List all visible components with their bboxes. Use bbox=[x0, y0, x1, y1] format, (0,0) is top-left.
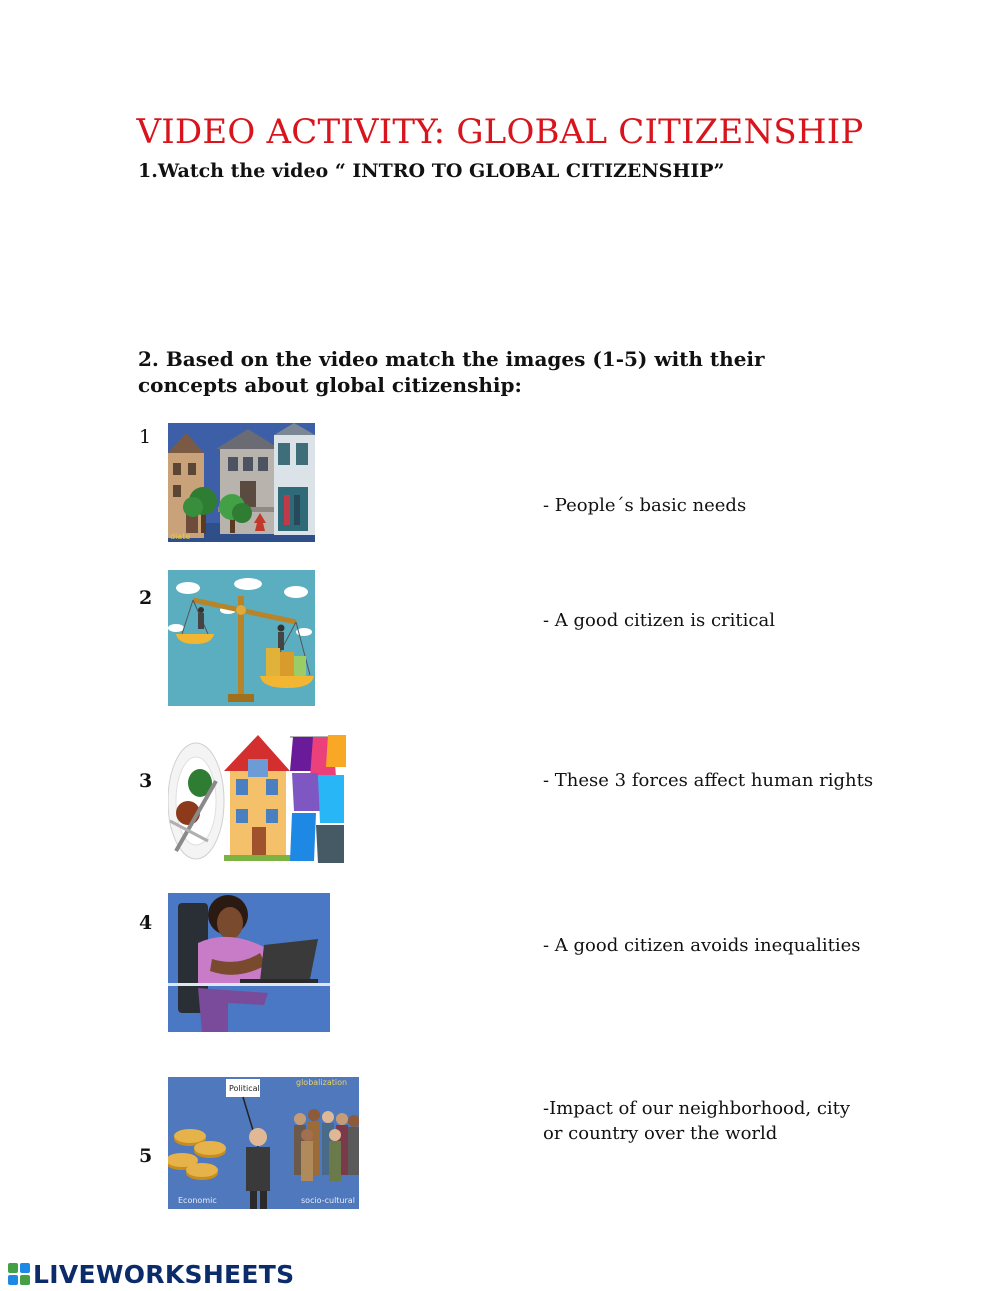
label-political: Political bbox=[229, 1084, 260, 1093]
question-1: 1.Watch the video “ INTRO TO GLOBAL CITIZENSHIP” bbox=[138, 160, 725, 182]
item-number-3: 3 bbox=[139, 770, 153, 792]
item-number-5: 5 bbox=[139, 1145, 153, 1167]
brand-name: LIVEWORKSHEETS bbox=[33, 1260, 295, 1289]
concept-1: - People´s basic needs bbox=[543, 495, 747, 516]
liveworksheets-logo-icon bbox=[8, 1263, 30, 1287]
woman-at-laptop-image bbox=[168, 893, 330, 1032]
label-economic: Economic bbox=[178, 1196, 217, 1205]
concept-3: - These 3 forces affect human rights bbox=[543, 770, 874, 791]
concept-4: - A good citizen avoids inequalities bbox=[543, 935, 861, 956]
concept-5: -Impact of our neighborhood, city or country over the world bbox=[543, 1098, 851, 1144]
item-number-4: 4 bbox=[139, 912, 153, 934]
label-globalization: globalization bbox=[296, 1078, 348, 1087]
item-number-2: 2 bbox=[139, 587, 153, 609]
food-house-clothes-image bbox=[168, 731, 346, 868]
item-number-1: 1 bbox=[139, 426, 152, 448]
question-2: 2. Based on the video match the images (1-5) with their concepts about global citizenship: bbox=[138, 347, 765, 397]
image1-caption: diate bbox=[170, 532, 191, 541]
globalization-forces-image bbox=[168, 1077, 359, 1209]
houses-street-image bbox=[168, 423, 315, 542]
balance-scale-money-image bbox=[168, 570, 315, 706]
page-title: VIDEO ACTIVITY: GLOBAL CITIZENSHIP bbox=[136, 112, 864, 152]
liveworksheets-logo[interactable] bbox=[8, 1260, 294, 1289]
label-socio-cultural: socio-cultural bbox=[301, 1196, 355, 1205]
concept-2: - A good citizen is critical bbox=[543, 610, 775, 631]
